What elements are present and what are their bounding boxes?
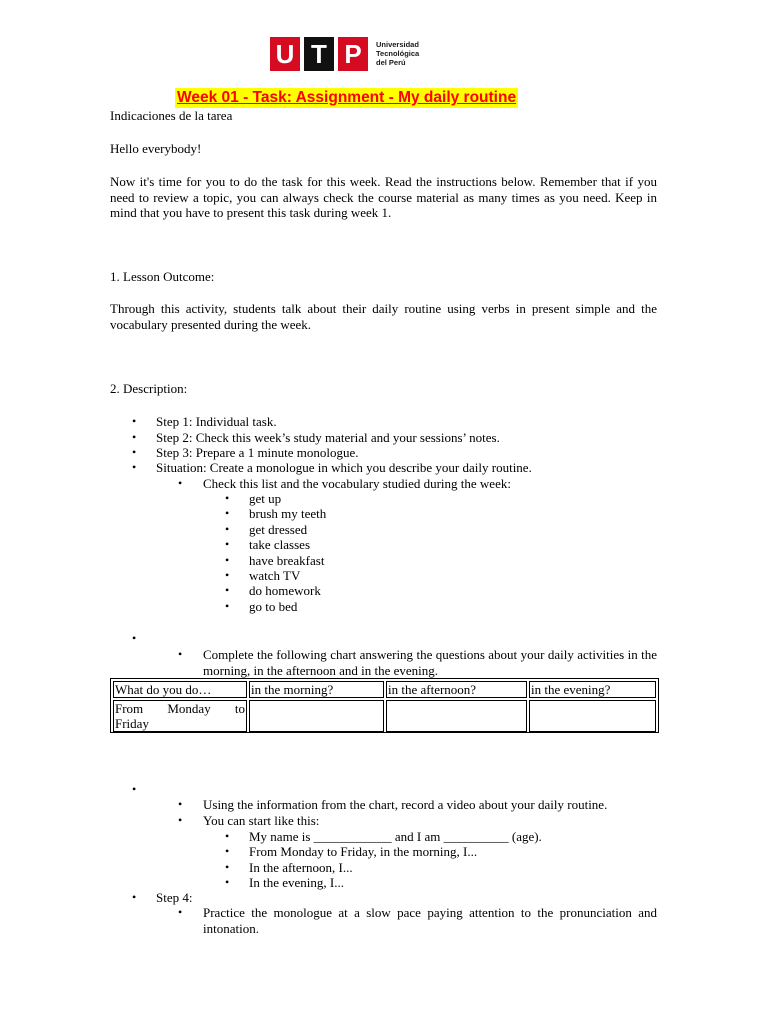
bullet: • — [225, 553, 230, 567]
outcome-heading: 1. Lesson Outcome: — [110, 269, 215, 284]
instructions-label: Indicaciones de la tarea — [110, 108, 233, 123]
table-header-row — [113, 681, 656, 698]
list-item: Complete the following chart answering the questions about your daily activities in the morning, in the afternoon and in the evening. — [203, 647, 657, 678]
outcome-text: Through this activity, students talk about their daily routine using verbs in present simple and the vocabulary presented during the week. — [110, 301, 657, 332]
page-title — [175, 88, 518, 108]
logo-subtitle-line: del Perú — [376, 58, 406, 67]
bullet: • — [132, 445, 137, 459]
row-label-line: From Monday to — [115, 701, 245, 716]
logo-letter-u: U — [270, 37, 300, 71]
daily-activities-table — [110, 678, 659, 733]
list-item: Step 4: — [156, 890, 193, 905]
bullet: • — [225, 844, 230, 858]
bullet: • — [132, 460, 137, 474]
table-header-cell: What do you do… — [113, 681, 247, 698]
bullet: • — [178, 905, 183, 919]
bullet: • — [225, 506, 230, 520]
bullet: • — [225, 522, 230, 536]
starter-item: From Monday to Friday, in the morning, I... — [249, 844, 478, 859]
list-item: Using the information from the chart, record a video about your daily routine. — [203, 797, 608, 812]
table-cell[interactable] — [249, 700, 384, 732]
row-label-line: Friday — [115, 716, 149, 731]
vocab-item: have breakfast — [249, 553, 325, 568]
vocab-item: go to bed — [249, 599, 298, 614]
table-header-cell: in the afternoon? — [386, 681, 527, 698]
logo-subtitle-line: Universidad — [376, 40, 419, 49]
bullet: • — [178, 647, 183, 661]
table-cell[interactable] — [386, 700, 527, 732]
bullet: • — [225, 537, 230, 551]
bullet: • — [225, 583, 230, 597]
bullet: • — [178, 813, 183, 827]
vocab-item: watch TV — [249, 568, 301, 583]
vocab-item: take classes — [249, 537, 311, 552]
starter-item: My name is ____________ and I am __________ (age). — [249, 829, 542, 844]
bullet: • — [225, 829, 230, 843]
logo-subtitle-line: Tecnológica — [376, 49, 420, 58]
logo-subtitle — [376, 40, 419, 67]
bullet: • — [132, 414, 137, 428]
bullet: • — [225, 599, 230, 613]
bullet: • — [132, 782, 137, 796]
greeting: Hello everybody! — [110, 141, 202, 156]
table-header-cell: in the morning? — [249, 681, 384, 698]
intro-paragraph: Now it's time for you to do the task for this week. Read the instructions below. Remember that if you need to review a topic, you can always check the course material as many times as you need. Keep in mind that you have to present this task during week 1. — [110, 174, 657, 220]
list-item: Step 3: Prepare a 1 minute monologue. — [156, 445, 359, 460]
logo-letter-p: P — [338, 37, 368, 71]
bullet: • — [225, 875, 230, 889]
list-item: Step 2: Check this week’s study material and your sessions’ notes. — [156, 430, 500, 445]
logo-letter-t: T — [304, 37, 334, 71]
list-item: You can start like this: — [203, 813, 320, 828]
starter-item: In the afternoon, I... — [249, 860, 353, 875]
list-item: Practice the monologue at a slow pace paying attention to the pronunciation and intonation. — [203, 905, 657, 936]
vocab-item: get dressed — [249, 522, 308, 537]
description-heading: 2. Description: — [110, 381, 188, 396]
table-cell[interactable] — [529, 700, 656, 732]
vocab-item: get up — [249, 491, 282, 506]
table-header-cell: in the evening? — [529, 681, 656, 698]
bullet: • — [225, 568, 230, 582]
bullet: • — [178, 797, 183, 811]
table-row — [113, 700, 656, 732]
list-item: Check this list and the vocabulary studied during the week: — [203, 476, 511, 491]
bullet: • — [225, 860, 230, 874]
bullet: • — [225, 491, 230, 505]
vocab-item: do homework — [249, 583, 321, 598]
bullet: • — [132, 890, 137, 904]
vocab-item: brush my teeth — [249, 506, 327, 521]
list-item: Situation: Create a monologue in which you describe your daily routine. — [156, 460, 532, 475]
title-text: Week 01 - Task: Assignment - My daily routine — [177, 89, 517, 106]
starter-item: In the evening, I... — [249, 875, 344, 890]
list-item: Step 1: Individual task. — [156, 414, 277, 429]
bullet: • — [132, 430, 137, 444]
bullet: • — [132, 631, 137, 645]
bullet: • — [178, 476, 183, 490]
utp-logo — [270, 37, 438, 71]
table-row-label — [113, 700, 247, 732]
